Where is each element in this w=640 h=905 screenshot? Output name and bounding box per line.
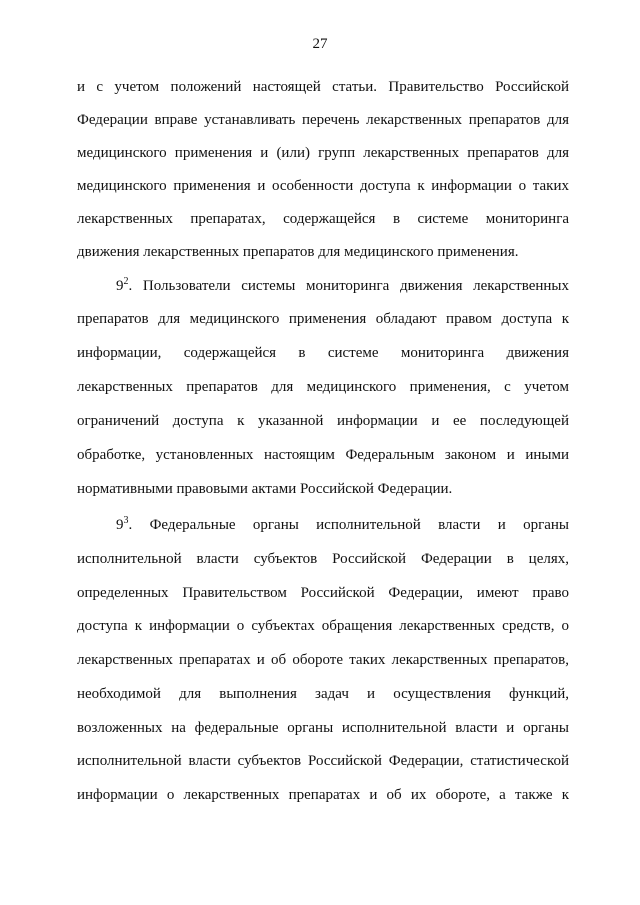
text-fragment: . Федеральные органы исполнительной власти и органы: [128, 517, 569, 533]
page-number: 27: [312, 36, 328, 52]
paragraph-number-superscript: 3: [123, 515, 129, 526]
text-line: исполнительной власти субъектов Российской Федерации в целях,: [77, 551, 569, 567]
text-line: препаратов для медицинского применения обладают правом доступа к: [77, 311, 569, 327]
paragraph-9-3-first-line: [116, 516, 569, 534]
text-line: информации, содержащейся в системе мониторинга движения: [77, 345, 569, 361]
text-line: лекарственных препаратах, содержащейся в системе мониторинга: [77, 211, 569, 227]
text-line: необходимой для выполнения задач и осуществления функций,: [77, 686, 569, 702]
text-line: определенных Правительством Российской Федерации, имеют право: [77, 585, 569, 601]
text-line: медицинского применения и (или) групп лекарственных препаратов для: [77, 145, 569, 161]
text-line: информации о лекарственных препаратах и об их обороте, а также к: [77, 787, 569, 803]
text-line: лекарственных препаратов для медицинского применения, с учетом: [77, 379, 569, 395]
paragraph-number: 9: [116, 517, 124, 533]
text-line: ограничений доступа к указанной информации и ее последующей: [77, 413, 569, 429]
text-line: лекарственных препаратах и об обороте таких лекарственных препаратов,: [77, 652, 569, 668]
text-line: обработке, установленных настоящим Федеральным законом и иными: [77, 447, 569, 463]
text-line: движения лекарственных препаратов для медицинского применения.: [77, 244, 519, 260]
text-line: и с учетом положений настоящей статьи. Правительство Российской: [77, 79, 569, 95]
text-line: нормативными правовыми актами Российской Федерации.: [77, 481, 453, 497]
paragraph-number: 9: [116, 278, 124, 294]
text-fragment: . Пользователи системы мониторинга движения лекарственных: [128, 278, 569, 294]
text-line: возложенных на федеральные органы исполнительной власти и органы: [77, 720, 569, 736]
text-line: медицинского применения и особенности доступа к информации о таких: [77, 178, 569, 194]
text-line: исполнительной власти субъектов Российской Федерации, статистической: [77, 753, 569, 769]
paragraph-number-superscript: 2: [123, 276, 129, 287]
paragraph-9-2-first-line: [116, 277, 569, 295]
text-line: доступа к информации о субъектах обращения лекарственных средств, о: [77, 618, 569, 634]
text-line: Федерации вправе устанавливать перечень лекарственных препаратов для: [77, 112, 569, 128]
